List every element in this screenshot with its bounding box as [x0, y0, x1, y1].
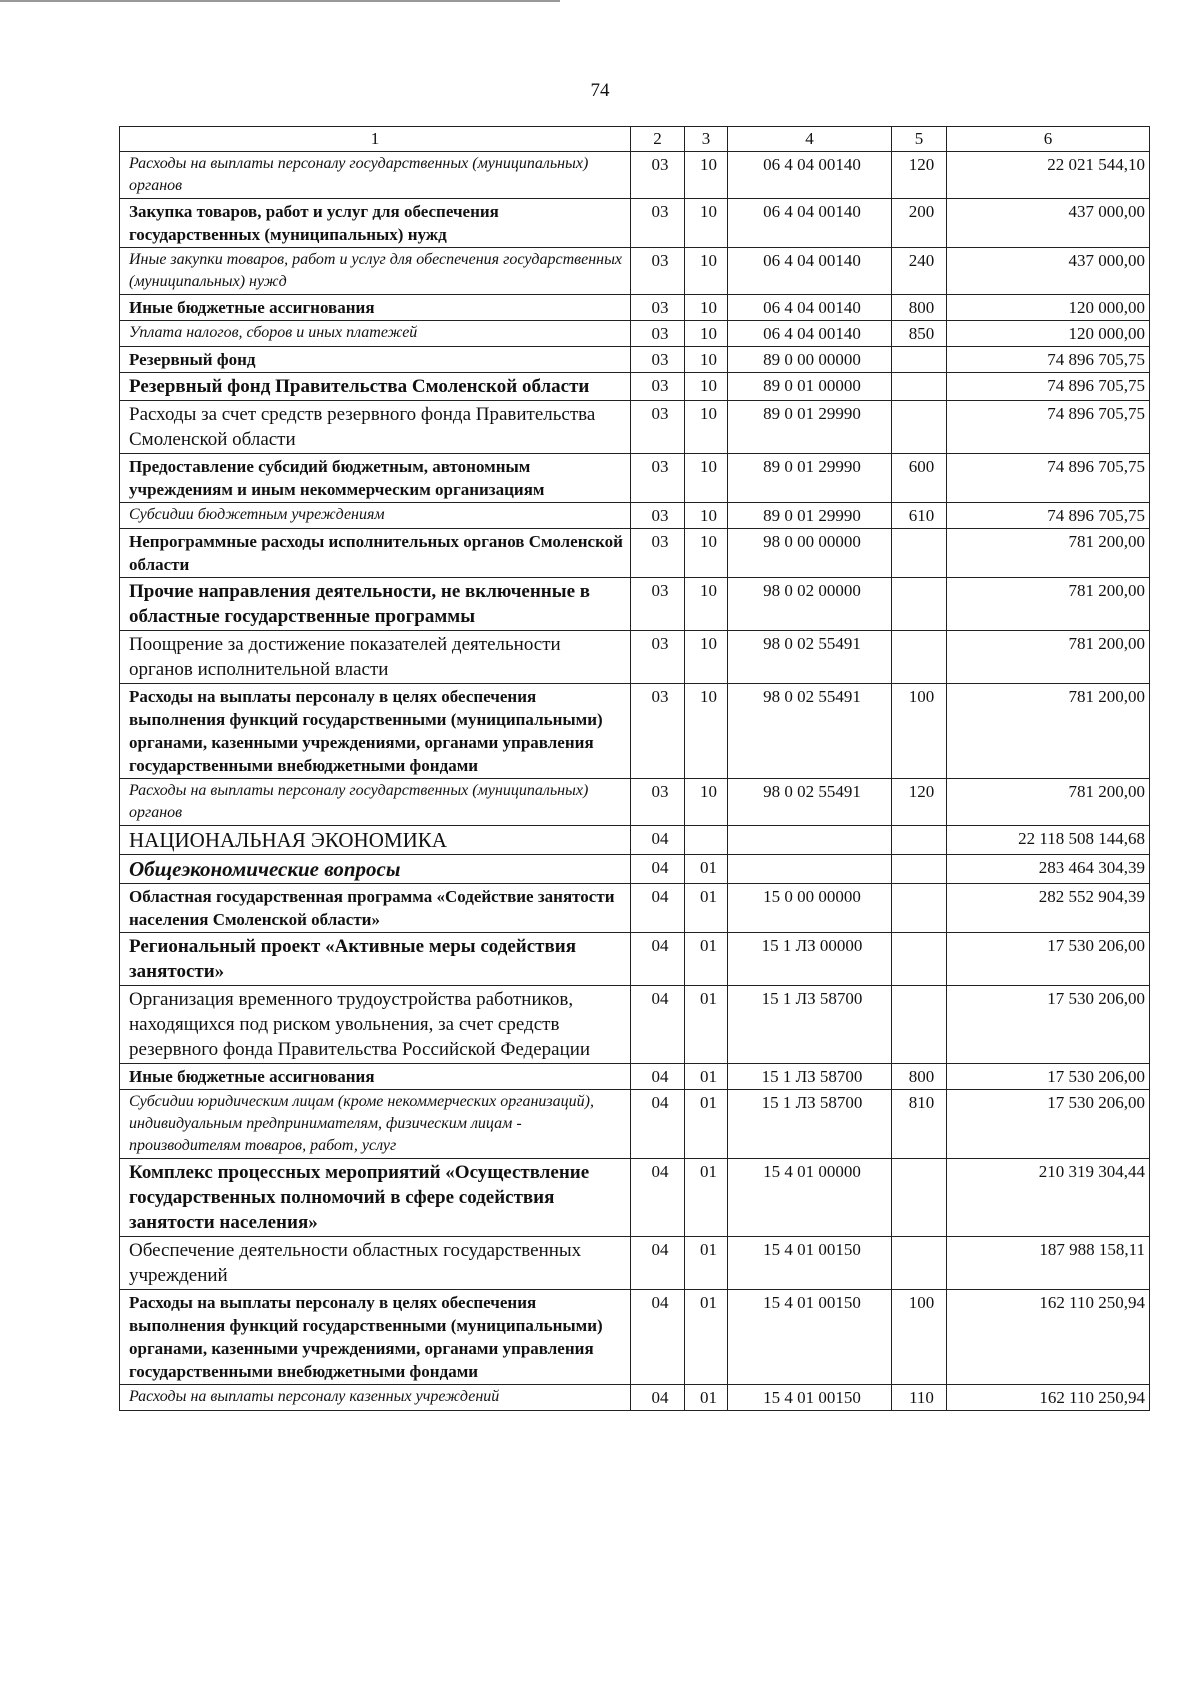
target-article-cell: 06 4 04 00140 [728, 321, 892, 347]
amount-cell: 22 118 508 144,68 [947, 826, 1150, 855]
expense-type-cell: 110 [892, 1385, 947, 1411]
subsection-code-cell: 10 [685, 578, 728, 631]
expense-name-cell: Организация временного трудоустройства работников, находящихся под риском увольнения, за счет средств резервного фонда Правительства Российской Федерации [120, 986, 631, 1064]
amount-cell: 437 000,00 [947, 199, 1150, 248]
expense-type-cell: 800 [892, 295, 947, 321]
section-code-cell: 04 [631, 1237, 685, 1290]
subsection-code-cell: 01 [685, 1064, 728, 1090]
table-row [120, 503, 1150, 529]
subsection-code-cell: 01 [685, 1159, 728, 1237]
target-article-cell: 06 4 04 00140 [728, 152, 892, 199]
target-article-cell: 15 1 ЛЗ 58700 [728, 1064, 892, 1090]
expense-type-cell: 610 [892, 503, 947, 529]
table-row [120, 1159, 1150, 1237]
amount-cell: 74 896 705,75 [947, 503, 1150, 529]
table-row [120, 401, 1150, 454]
section-code-cell: 04 [631, 1385, 685, 1411]
header-cell: 5 [892, 127, 947, 152]
target-article-cell: 89 0 01 29990 [728, 503, 892, 529]
section-code-cell: 03 [631, 199, 685, 248]
budget-table [119, 126, 1150, 1411]
section-code-cell: 04 [631, 1090, 685, 1159]
page-number: 74 [590, 80, 610, 101]
expense-type-cell: 100 [892, 684, 947, 779]
expense-type-cell [892, 401, 947, 454]
expense-type-cell [892, 986, 947, 1064]
expense-name-cell: Комплекс процессных мероприятий «Осуществление государственных полномочий в сфере содействия занятости населения» [120, 1159, 631, 1237]
section-code-cell: 04 [631, 986, 685, 1064]
expense-name-cell: НАЦИОНАЛЬНАЯ ЭКОНОМИКА [120, 826, 631, 855]
amount-cell: 120 000,00 [947, 321, 1150, 347]
subsection-code-cell: 01 [685, 1237, 728, 1290]
target-article-cell: 15 4 01 00000 [728, 1159, 892, 1237]
header-cell: 3 [685, 127, 728, 152]
target-article-cell: 15 0 00 00000 [728, 884, 892, 933]
amount-cell: 74 896 705,75 [947, 373, 1150, 401]
target-article-cell: 98 0 02 55491 [728, 779, 892, 826]
expense-type-cell [892, 347, 947, 373]
amount-cell: 437 000,00 [947, 248, 1150, 295]
amount-cell: 781 200,00 [947, 529, 1150, 578]
amount-cell: 210 319 304,44 [947, 1159, 1150, 1237]
table-row [120, 855, 1150, 884]
target-article-cell: 98 0 02 00000 [728, 578, 892, 631]
section-code-cell: 04 [631, 884, 685, 933]
target-article-cell: 98 0 00 00000 [728, 529, 892, 578]
table-row [120, 454, 1150, 503]
target-article-cell: 15 1 ЛЗ 00000 [728, 933, 892, 986]
section-code-cell: 03 [631, 347, 685, 373]
amount-cell: 781 200,00 [947, 631, 1150, 684]
expense-name-cell: Расходы на выплаты персоналу казенных учреждений [120, 1385, 631, 1411]
expense-name-cell: Иные закупки товаров, работ и услуг для обеспечения государственных (муниципальных) нужд [120, 248, 631, 295]
expense-name-cell: Закупка товаров, работ и услуг для обеспечения государственных (муниципальных) нужд [120, 199, 631, 248]
target-article-cell: 15 1 ЛЗ 58700 [728, 1090, 892, 1159]
table-row [120, 1090, 1150, 1159]
target-article-cell [728, 826, 892, 855]
subsection-code-cell: 10 [685, 454, 728, 503]
header-cell: 1 [120, 127, 631, 152]
section-code-cell: 03 [631, 529, 685, 578]
table-row [120, 1385, 1150, 1411]
expense-name-cell: Общеэкономические вопросы [120, 855, 631, 884]
target-article-cell: 15 4 01 00150 [728, 1290, 892, 1385]
section-code-cell: 04 [631, 1159, 685, 1237]
subsection-code-cell: 01 [685, 933, 728, 986]
amount-cell: 17 530 206,00 [947, 933, 1150, 986]
expense-name-cell: Региональный проект «Активные меры содействия занятости» [120, 933, 631, 986]
expense-type-cell [892, 855, 947, 884]
expense-type-cell: 120 [892, 152, 947, 199]
expense-name-cell: Прочие направления деятельности, не включенные в областные государственные программы [120, 578, 631, 631]
subsection-code-cell: 10 [685, 373, 728, 401]
header-cell: 2 [631, 127, 685, 152]
amount-cell: 17 530 206,00 [947, 1090, 1150, 1159]
expense-name-cell: Субсидии бюджетным учреждениям [120, 503, 631, 529]
target-article-cell: 15 4 01 00150 [728, 1237, 892, 1290]
section-code-cell: 04 [631, 855, 685, 884]
table-body [120, 152, 1150, 1411]
subsection-code-cell: 10 [685, 347, 728, 373]
expense-name-cell: Расходы на выплаты персоналу в целях обеспечения выполнения функций государственными (муниципальными) органами, казенными учреждениями, органами управления государственными внебюджетными фондами [120, 1290, 631, 1385]
table-row [120, 1064, 1150, 1090]
subsection-code-cell: 01 [685, 1385, 728, 1411]
subsection-code-cell: 10 [685, 684, 728, 779]
expense-name-cell: Уплата налогов, сборов и иных платежей [120, 321, 631, 347]
expense-type-cell [892, 578, 947, 631]
table-row [120, 578, 1150, 631]
table-row [120, 631, 1150, 684]
expense-type-cell [892, 529, 947, 578]
section-code-cell: 03 [631, 295, 685, 321]
subsection-code-cell: 01 [685, 1090, 728, 1159]
target-article-cell: 89 0 01 00000 [728, 373, 892, 401]
header-row [120, 127, 1150, 152]
section-code-cell: 04 [631, 933, 685, 986]
expense-name-cell: Расходы за счет средств резервного фонда Правительства Смоленской области [120, 401, 631, 454]
table-row [120, 373, 1150, 401]
amount-cell: 120 000,00 [947, 295, 1150, 321]
section-code-cell: 03 [631, 401, 685, 454]
target-article-cell: 98 0 02 55491 [728, 631, 892, 684]
table-row [120, 986, 1150, 1064]
section-code-cell: 03 [631, 373, 685, 401]
subsection-code-cell: 10 [685, 401, 728, 454]
section-code-cell: 03 [631, 152, 685, 199]
subsection-code-cell: 10 [685, 631, 728, 684]
amount-cell: 187 988 158,11 [947, 1237, 1150, 1290]
subsection-code-cell: 10 [685, 529, 728, 578]
table-row [120, 779, 1150, 826]
expense-type-cell: 810 [892, 1090, 947, 1159]
section-code-cell: 04 [631, 1064, 685, 1090]
expense-name-cell: Резервный фонд Правительства Смоленской области [120, 373, 631, 401]
table-row [120, 248, 1150, 295]
amount-cell: 781 200,00 [947, 578, 1150, 631]
subsection-code-cell: 01 [685, 986, 728, 1064]
expense-type-cell: 800 [892, 1064, 947, 1090]
section-code-cell: 03 [631, 454, 685, 503]
table-row [120, 684, 1150, 779]
expense-type-cell: 120 [892, 779, 947, 826]
amount-cell: 17 530 206,00 [947, 986, 1150, 1064]
target-article-cell: 89 0 00 00000 [728, 347, 892, 373]
expense-name-cell: Расходы на выплаты персоналу в целях обеспечения выполнения функций государственными (муниципальными) органами, казенными учреждениями, органами управления государственными внебюджетными фондами [120, 684, 631, 779]
expense-name-cell: Расходы на выплаты персоналу государственных (муниципальных) органов [120, 152, 631, 199]
expense-type-cell [892, 1237, 947, 1290]
target-article-cell: 15 1 ЛЗ 58700 [728, 986, 892, 1064]
table-row [120, 321, 1150, 347]
table-row [120, 295, 1150, 321]
section-code-cell: 03 [631, 684, 685, 779]
table-header [120, 127, 1150, 152]
expense-type-cell: 100 [892, 1290, 947, 1385]
table-row [120, 884, 1150, 933]
expense-type-cell [892, 826, 947, 855]
subsection-code-cell: 10 [685, 295, 728, 321]
amount-cell: 162 110 250,94 [947, 1385, 1150, 1411]
amount-cell: 283 464 304,39 [947, 855, 1150, 884]
section-code-cell: 03 [631, 578, 685, 631]
table-row [120, 826, 1150, 855]
subsection-code-cell: 01 [685, 884, 728, 933]
amount-cell: 74 896 705,75 [947, 454, 1150, 503]
expense-type-cell [892, 933, 947, 986]
table-row [120, 199, 1150, 248]
expense-name-cell: Субсидии юридическим лицам (кроме некоммерческих организаций), индивидуальным предпринимателям, физическим лицам - производителям товаров, работ, услуг [120, 1090, 631, 1159]
amount-cell: 781 200,00 [947, 779, 1150, 826]
expense-name-cell: Обеспечение деятельности областных государственных учреждений [120, 1237, 631, 1290]
expense-type-cell [892, 884, 947, 933]
amount-cell: 74 896 705,75 [947, 347, 1150, 373]
expense-name-cell: Иные бюджетные ассигнования [120, 1064, 631, 1090]
amount-cell: 162 110 250,94 [947, 1290, 1150, 1385]
subsection-code-cell: 10 [685, 152, 728, 199]
subsection-code-cell: 10 [685, 248, 728, 295]
expense-type-cell: 200 [892, 199, 947, 248]
subsection-code-cell: 01 [685, 1290, 728, 1385]
expense-name-cell: Предоставление субсидий бюджетным, автономным учреждениям и иным некоммерческим организациям [120, 454, 631, 503]
expense-type-cell [892, 373, 947, 401]
section-code-cell: 03 [631, 779, 685, 826]
table-row [120, 1237, 1150, 1290]
target-article-cell: 06 4 04 00140 [728, 295, 892, 321]
expense-type-cell: 240 [892, 248, 947, 295]
amount-cell: 781 200,00 [947, 684, 1150, 779]
expense-name-cell: Поощрение за достижение показателей деятельности органов исполнительной власти [120, 631, 631, 684]
expense-name-cell: Областная государственная программа «Содействие занятости населения Смоленской области» [120, 884, 631, 933]
target-article-cell [728, 855, 892, 884]
section-code-cell: 03 [631, 248, 685, 295]
target-article-cell: 06 4 04 00140 [728, 248, 892, 295]
table-row [120, 347, 1150, 373]
target-article-cell: 98 0 02 55491 [728, 684, 892, 779]
target-article-cell: 89 0 01 29990 [728, 454, 892, 503]
header-cell: 4 [728, 127, 892, 152]
scan-edge-line [0, 0, 560, 2]
subsection-code-cell: 10 [685, 503, 728, 529]
subsection-code-cell: 10 [685, 321, 728, 347]
amount-cell: 282 552 904,39 [947, 884, 1150, 933]
target-article-cell: 06 4 04 00140 [728, 199, 892, 248]
expense-name-cell: Резервный фонд [120, 347, 631, 373]
table-row [120, 152, 1150, 199]
expense-name-cell: Непрограммные расходы исполнительных органов Смоленской области [120, 529, 631, 578]
amount-cell: 17 530 206,00 [947, 1064, 1150, 1090]
section-code-cell: 03 [631, 631, 685, 684]
target-article-cell: 15 4 01 00150 [728, 1385, 892, 1411]
expense-type-cell: 850 [892, 321, 947, 347]
subsection-code-cell: 10 [685, 779, 728, 826]
section-code-cell: 04 [631, 826, 685, 855]
section-code-cell: 04 [631, 1290, 685, 1385]
subsection-code-cell: 01 [685, 855, 728, 884]
header-cell: 6 [947, 127, 1150, 152]
section-code-cell: 03 [631, 503, 685, 529]
expense-type-cell [892, 631, 947, 684]
amount-cell: 74 896 705,75 [947, 401, 1150, 454]
expense-type-cell [892, 1159, 947, 1237]
expense-name-cell: Иные бюджетные ассигнования [120, 295, 631, 321]
expense-name-cell: Расходы на выплаты персоналу государственных (муниципальных) органов [120, 779, 631, 826]
table-row [120, 529, 1150, 578]
table-row [120, 1290, 1150, 1385]
subsection-code-cell: 10 [685, 199, 728, 248]
amount-cell: 22 021 544,10 [947, 152, 1150, 199]
table-row [120, 933, 1150, 986]
section-code-cell: 03 [631, 321, 685, 347]
target-article-cell: 89 0 01 29990 [728, 401, 892, 454]
subsection-code-cell [685, 826, 728, 855]
expense-type-cell: 600 [892, 454, 947, 503]
